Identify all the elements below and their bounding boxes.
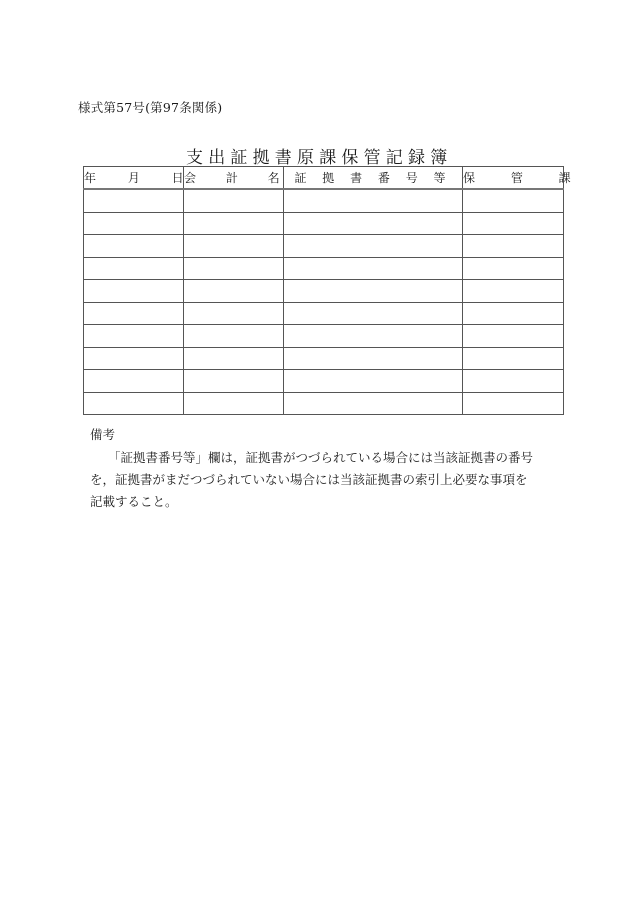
cell-account-name[interactable]: [184, 392, 284, 415]
remarks-heading: 備考: [90, 427, 116, 442]
cell-voucher-number[interactable]: [284, 212, 463, 235]
cell-date[interactable]: [84, 370, 184, 393]
cell-account-name[interactable]: [184, 302, 284, 325]
cell-voucher-number[interactable]: [284, 257, 463, 280]
table-row: [84, 302, 564, 325]
cell-account-name[interactable]: [184, 257, 284, 280]
table-row: [84, 370, 564, 393]
cell-voucher-number[interactable]: [284, 189, 463, 212]
form-number-label: 様式第57号(第97条関係): [78, 100, 223, 115]
cell-custody-section[interactable]: [463, 257, 564, 280]
cell-date[interactable]: [84, 235, 184, 258]
cell-account-name[interactable]: [184, 347, 284, 370]
cell-account-name[interactable]: [184, 189, 284, 212]
cell-voucher-number[interactable]: [284, 235, 463, 258]
table-header-row: [84, 167, 564, 190]
cell-voucher-number[interactable]: [284, 392, 463, 415]
cell-account-name[interactable]: [184, 325, 284, 348]
remarks-line: 記載すること。: [90, 494, 178, 509]
cell-custody-section[interactable]: [463, 302, 564, 325]
cell-custody-section[interactable]: [463, 280, 564, 303]
cell-account-name[interactable]: [184, 212, 284, 235]
header-voucher-number: 証 拠 書 番 号 等: [284, 167, 463, 190]
cell-custody-section[interactable]: [463, 189, 564, 212]
cell-account-name[interactable]: [184, 235, 284, 258]
cell-custody-section[interactable]: [463, 212, 564, 235]
remarks-body: [90, 447, 565, 513]
cell-date[interactable]: [84, 392, 184, 415]
cell-custody-section[interactable]: [463, 370, 564, 393]
cell-custody-section[interactable]: [463, 392, 564, 415]
cell-voucher-number[interactable]: [284, 325, 463, 348]
cell-voucher-number[interactable]: [284, 347, 463, 370]
cell-voucher-number[interactable]: [284, 280, 463, 303]
cell-date[interactable]: [84, 347, 184, 370]
document-title: 支出証拠書原課保管記録簿: [186, 148, 453, 168]
cell-voucher-number[interactable]: [284, 370, 463, 393]
table-row: [84, 189, 564, 212]
cell-date[interactable]: [84, 257, 184, 280]
table-row: [84, 212, 564, 235]
cell-account-name[interactable]: [184, 370, 284, 393]
cell-custody-section[interactable]: [463, 325, 564, 348]
cell-date[interactable]: [84, 189, 184, 212]
cell-date[interactable]: [84, 325, 184, 348]
header-account-name: 会 計 名: [184, 167, 284, 190]
remarks-line: を，証拠書がまだつづられていない場合には当該証拠書の索引上必要な事項を: [90, 472, 528, 487]
cell-date[interactable]: [84, 212, 184, 235]
cell-custody-section[interactable]: [463, 347, 564, 370]
cell-date[interactable]: [84, 280, 184, 303]
table-row: [84, 392, 564, 415]
header-custody-section: 保 管 課: [463, 167, 564, 190]
table-row: [84, 325, 564, 348]
records-table: [83, 166, 587, 415]
cell-date[interactable]: [84, 302, 184, 325]
table-row: [84, 280, 564, 303]
table-row: [84, 347, 564, 370]
cell-account-name[interactable]: [184, 280, 284, 303]
table-row: [84, 235, 564, 258]
cell-voucher-number[interactable]: [284, 302, 463, 325]
table-row: [84, 257, 564, 280]
cell-custody-section[interactable]: [463, 235, 564, 258]
remarks-line: 「証拠書番号等」欄は，証拠書がつづられている場合には当該証拠書の番号: [108, 450, 534, 465]
header-date: 年 月 日: [84, 167, 184, 190]
